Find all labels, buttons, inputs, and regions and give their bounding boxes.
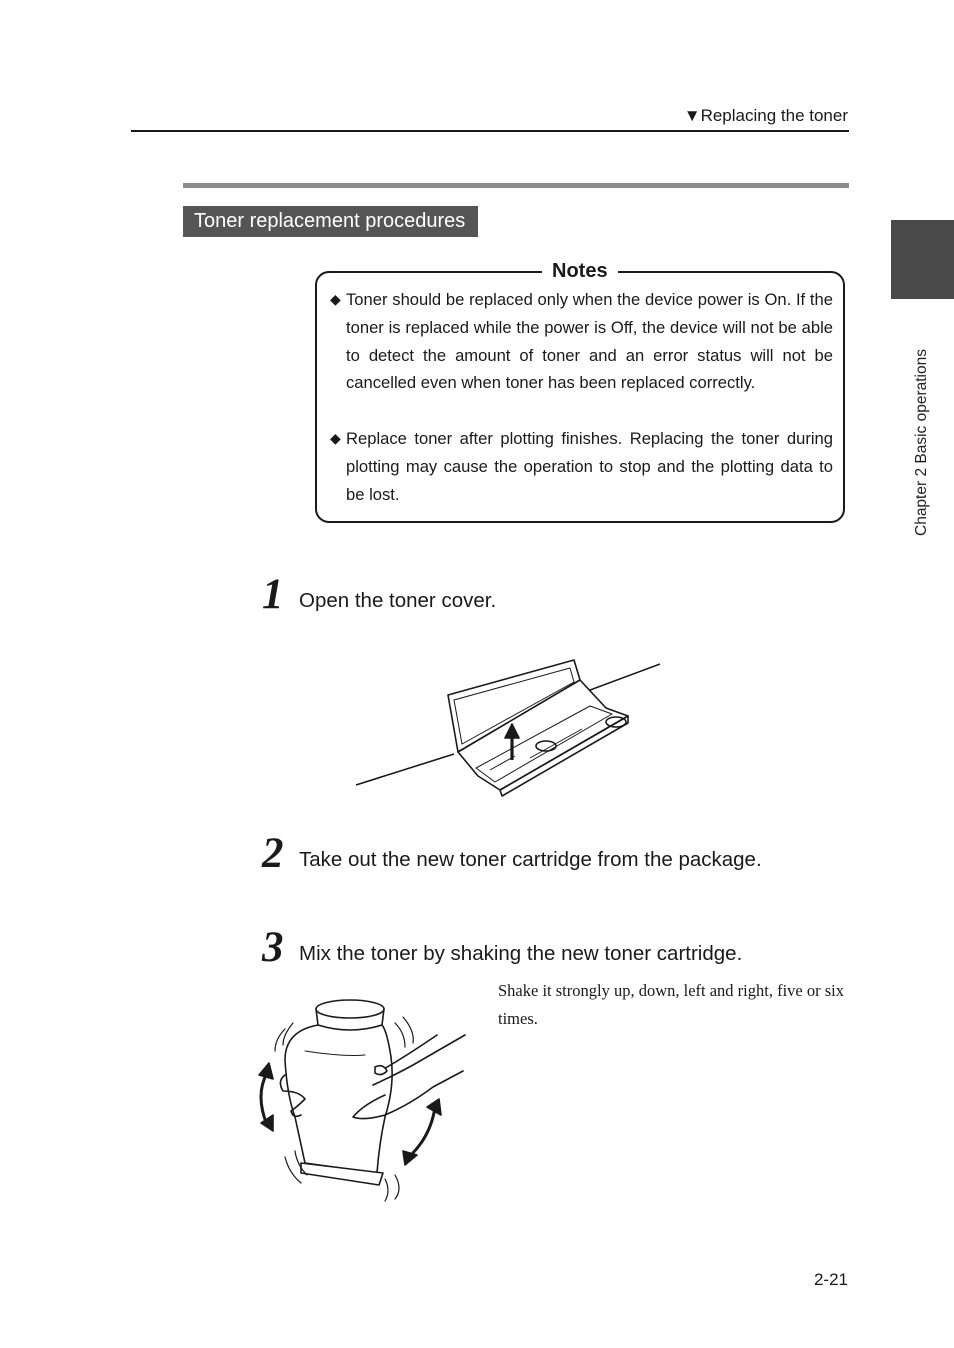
chapter-tab [891,220,954,299]
triangle-marker-icon: ▼ [683,106,701,125]
header-rule [131,130,849,132]
shaking-cartridge-illustration [245,995,475,1210]
section-rule [183,183,849,188]
diamond-bullet-icon: ◆ [330,291,341,307]
step-text: Take out the new toner cartridge from the package. [299,848,762,871]
step-note: Shake it strongly up, down, left and right, five or six times. [498,981,844,1028]
notes-title: Notes [542,258,618,284]
note-text: Replace toner after plotting finishes. Replacing the toner during plotting may cause the operation to stop and the plotting data to be lost. [346,429,833,504]
section-title: Toner replacement procedures [183,206,478,237]
running-header-title: Replacing the toner [700,106,848,125]
note-item [330,286,833,397]
step-number: 1 [262,571,284,618]
diamond-bullet-icon: ◆ [330,430,341,446]
step-text: Mix the toner by shaking the new toner cartridge. [299,942,743,965]
note-item [330,425,833,508]
note-text: Toner should be replaced only when the device power is On. If the toner is replaced while the power is Off, the device will not be able to detect the amount of toner and an error status will not be cancelled even when toner has been replaced correctly. [346,290,833,393]
page-number: 2-21 [813,1270,848,1289]
step-text: Open the toner cover. [299,589,497,612]
running-header [684,106,848,126]
step-number: 3 [262,924,284,971]
toner-cover-illustration [350,650,670,800]
chapter-tab-label: Chapter 2 Basic operations [913,349,930,536]
step-number: 2 [262,830,284,877]
